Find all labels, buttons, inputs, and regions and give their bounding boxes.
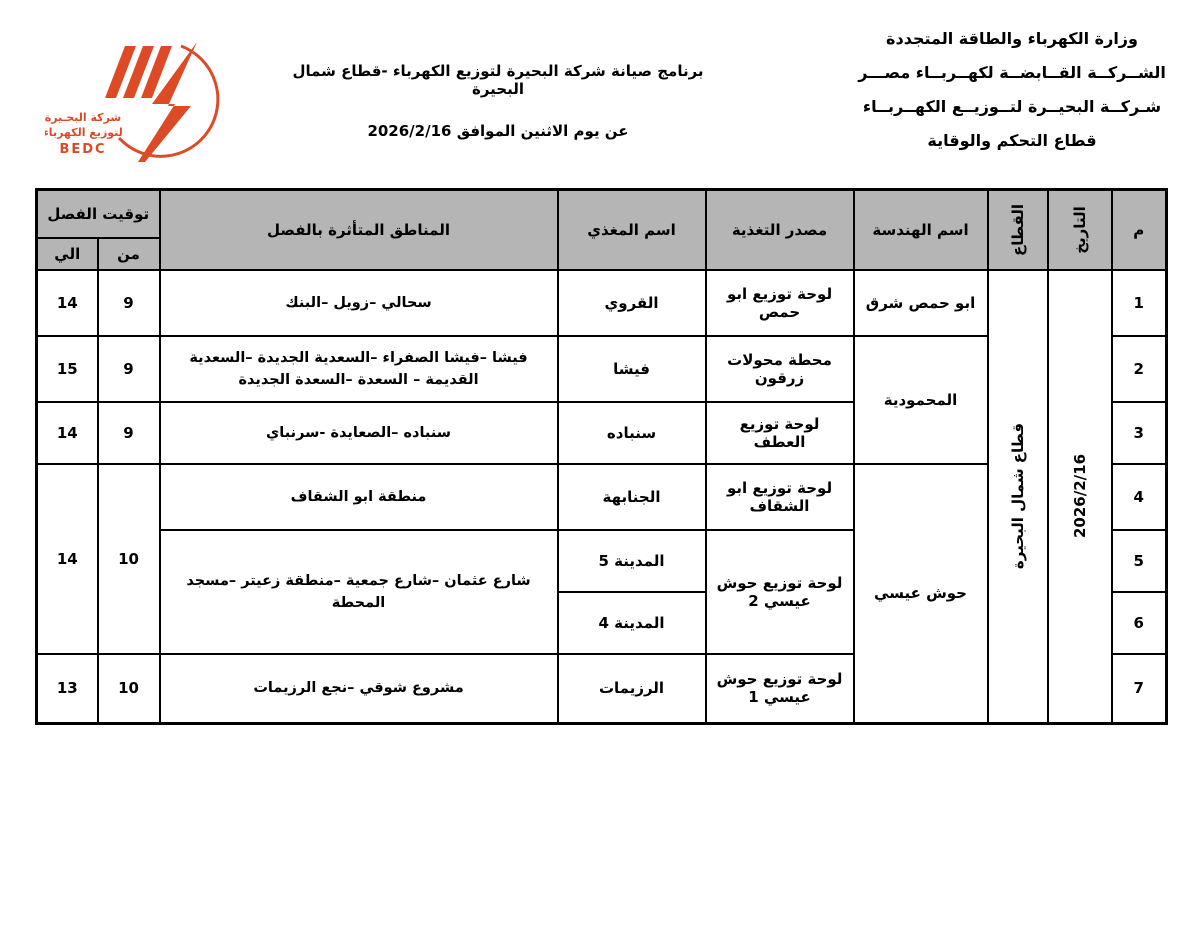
header-sector [988, 190, 1048, 270]
cell-serial-6: 6 [1112, 592, 1167, 654]
cell-from-4-6: 10 [98, 464, 160, 654]
logo-arc-text [45, 20, 50, 23]
cell-areas-3: سنباده –الصعايدة -سرنباي [160, 402, 558, 464]
document-title-line2: عن يوم الاثنين الموافق 2026/2/16 [367, 122, 629, 140]
ministry-line-2: الشــركــة القــابضــة لكهــربــاء مصـــر [858, 63, 1166, 82]
cell-serial-5: 5 [1112, 530, 1167, 592]
cell-to-3: 14 [37, 402, 98, 464]
cell-serial-3: 3 [1112, 402, 1167, 464]
cell-source-4: لوحة توزيع ابو الشقاف [706, 464, 854, 530]
cell-source-3: لوحة توزيع العطف [706, 402, 854, 464]
table-row [37, 270, 1167, 336]
maintenance-schedule-table [35, 188, 1168, 725]
cell-source-5-6: لوحة توزيع حوش عيسي 2 [706, 530, 854, 654]
cell-feeder-7: الرزيمات [558, 654, 706, 724]
cell-serial-1: 1 [1112, 270, 1167, 336]
ministry-line-3: شـركــة البحيــرة لتــوزيــع الكهــربــاء [862, 97, 1162, 116]
cell-serial-7: 7 [1112, 654, 1167, 724]
cell-from-2: 9 [98, 336, 160, 402]
cell-areas-2: فيشا –فيشا الصفراء –السعدية الجديدة –السعدية القديمة – السعدة –السعدة الجديدة [160, 336, 558, 402]
bedc-logo [45, 20, 260, 170]
cell-feeder-6: المدينة 4 [558, 592, 706, 654]
header-affected-areas: المناطق المتأثرة بالفصل [160, 190, 558, 270]
cell-serial-4: 4 [1112, 464, 1167, 530]
cell-engineering-2-3: المحمودية [854, 336, 988, 464]
cell-source-1: لوحة توزيع ابو حمص [706, 270, 854, 336]
header-from: من [98, 238, 160, 270]
header-sector-label: القطاع [1008, 203, 1027, 256]
cell-source-7: لوحة توزيع حوش عيسي 1 [706, 654, 854, 724]
cell-engineering-4-7: حوش عيسي [854, 464, 988, 724]
cell-areas-7: مشروع شوقي –نجع الرزيمات [160, 654, 558, 724]
cell-serial-2: 2 [1112, 336, 1167, 402]
cell-from-3: 9 [98, 402, 160, 464]
cell-sector [988, 270, 1048, 724]
svg-text:الشركة القابضة لكهرباء مصر [45, 20, 50, 23]
date-value: 2026/2/16 [1070, 454, 1089, 539]
cell-to-7: 13 [37, 654, 98, 724]
cell-from-7: 10 [98, 654, 160, 724]
header-serial: م [1112, 190, 1167, 270]
cell-to-1: 14 [37, 270, 98, 336]
cell-feeder-4: الجنابهة [558, 464, 706, 530]
cell-to-4-6: 14 [37, 464, 98, 654]
ministry-line-4: قطاع التحكم والوقاية [927, 131, 1097, 150]
header-date [1048, 190, 1112, 270]
document-title-line1: برنامج صيانة شركة البحيرة لتوزيع الكهرباء -قطاع شمال البحيرة [292, 62, 704, 98]
logo-company-line1: شركة البحـيرة [45, 111, 122, 124]
logo-abbr: BEDC [59, 142, 107, 157]
header-engineering: اسم الهندسة [854, 190, 988, 270]
document-title-block [278, 62, 718, 140]
cell-feeder-5: المدينة 5 [558, 530, 706, 592]
cell-source-2: محطة محولات زرقون [706, 336, 854, 402]
cell-feeder-3: سنباده [558, 402, 706, 464]
header-feed-source: مصدر التغذية [706, 190, 854, 270]
header-feeder-name: اسم المغذي [558, 190, 706, 270]
header-to: الي [37, 238, 98, 270]
logo-company-line2: لتوزيع الكهرباء [45, 126, 123, 139]
cell-date [1048, 270, 1112, 724]
header-outage-time: توقيت الفصل [37, 190, 160, 238]
bedc-logo-icon [45, 20, 260, 170]
company-header-block [842, 22, 1182, 158]
cell-to-2: 15 [37, 336, 98, 402]
cell-feeder-1: القروي [558, 270, 706, 336]
header-date-label: التاريخ [1070, 205, 1089, 254]
cell-areas-1: سحالي –زويل –البنك [160, 270, 558, 336]
cell-areas-5-6: شارع عثمان –شارع جمعية –منطقة زعيتر –مسجد المحطة [160, 530, 558, 654]
ministry-line-1: وزارة الكهرباء والطاقة المتجددة [886, 29, 1138, 48]
cell-feeder-2: فيشا [558, 336, 706, 402]
sector-value: قطاع شمال البحيرة [1008, 423, 1027, 570]
cell-from-1: 9 [98, 270, 160, 336]
cell-engineering-1: ابو حمص شرق [854, 270, 988, 336]
cell-areas-4: منطقة ابو الشقاف [160, 464, 558, 530]
